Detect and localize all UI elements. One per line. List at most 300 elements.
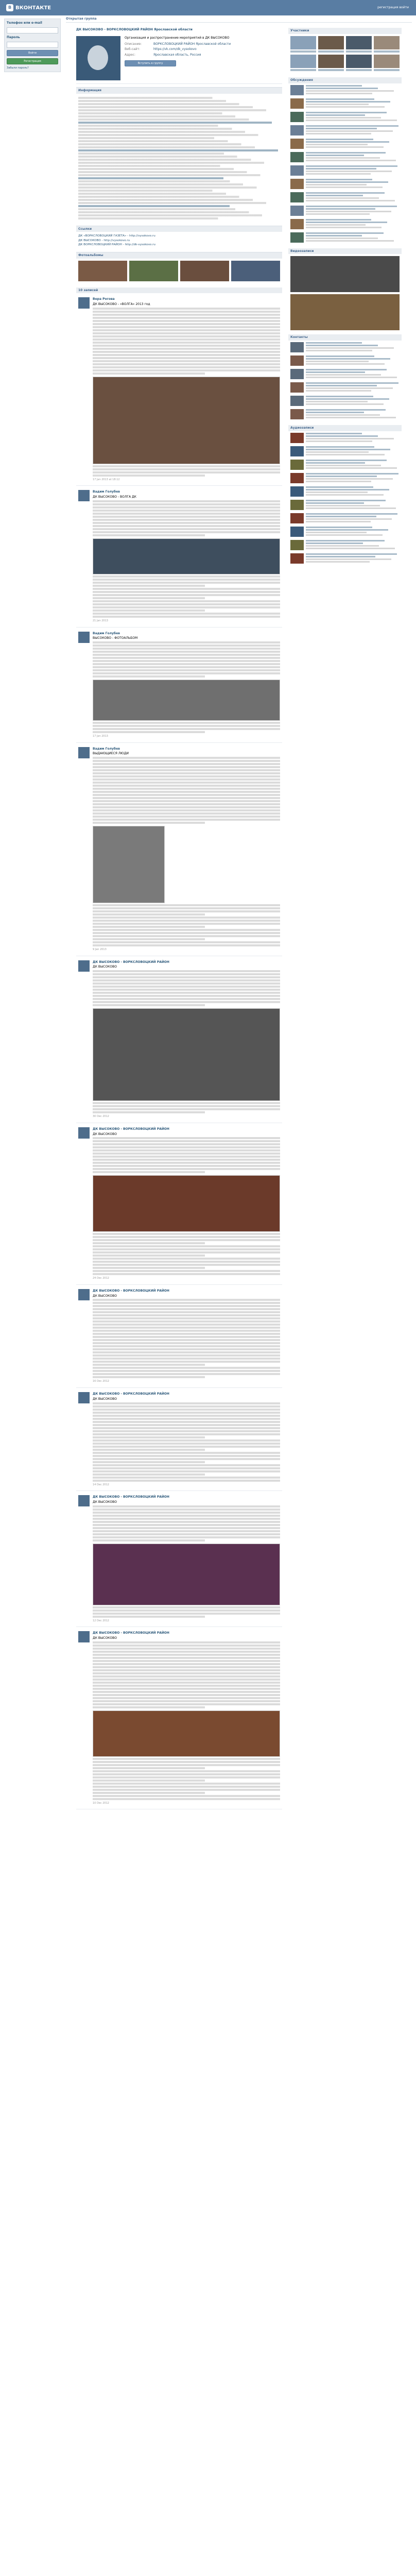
discussion-item[interactable] [288, 164, 402, 177]
post-text-line [93, 907, 280, 909]
audio-item[interactable] [288, 445, 402, 458]
group-name: ДК ВЫСОКОВО - ВОРКСЛОВОЦКИЙ РАЙОН Ярославской области [76, 28, 193, 31]
video-thumb[interactable] [290, 256, 400, 292]
discussion-item[interactable] [288, 191, 402, 204]
discussion-item-line [306, 90, 394, 92]
post-text-line [93, 1764, 280, 1766]
member-item[interactable] [374, 55, 400, 71]
post-date: 14 Dec 2012 [93, 1483, 109, 1486]
post-text-line [93, 1648, 280, 1650]
member-name [346, 50, 372, 53]
description-line [78, 177, 223, 179]
post-text-line [93, 1153, 280, 1155]
post-text-line [93, 1679, 280, 1681]
post-text-line [93, 675, 205, 677]
description-line [78, 196, 248, 198]
post-title: ДК ВЫСОКОВО [93, 1132, 117, 1136]
audio-item-text [306, 513, 400, 523]
audio-item-line [306, 532, 367, 533]
audio-item-line [306, 460, 387, 461]
description-line [78, 143, 250, 145]
post-text-line [93, 666, 280, 668]
post-author[interactable]: ДК ВЫСОКОВО - ВОРКСЛОВОЦКИЙ РАЙОН [93, 1289, 169, 1293]
post-text-line [93, 1333, 280, 1335]
side-column [288, 28, 402, 569]
description-line [78, 202, 276, 204]
post-text-line [93, 1430, 280, 1432]
member-item[interactable] [318, 55, 344, 71]
link-item[interactable]: ДК «ВОРКСЛОВОЦКИЙ ГАЗЕТА» - http://vysokovo.ru [78, 234, 155, 238]
post-text-line [93, 1415, 280, 1417]
post-author[interactable]: Вера Рогова [93, 297, 115, 301]
post-avatar[interactable] [78, 297, 90, 309]
contact-item-text [306, 382, 400, 393]
post-text-line [93, 1795, 280, 1797]
post-text-line [93, 932, 280, 934]
post-text-line [93, 1108, 280, 1110]
wall-posts [76, 293, 282, 1809]
post-avatar[interactable] [78, 1631, 90, 1642]
audio-item-line [306, 516, 376, 517]
audio-item-line [306, 518, 392, 520]
post-avatar[interactable] [78, 1289, 90, 1300]
discussion-item-line [306, 104, 369, 105]
audio-header: Аудиозаписи [288, 425, 402, 431]
post-title: ДК ВЫСОКОВО [93, 965, 117, 969]
member-name [374, 50, 400, 53]
description-line [78, 118, 258, 121]
post-text-line [93, 606, 280, 608]
post-text-line [93, 1364, 205, 1366]
member-photo [318, 36, 344, 49]
discussion-item-line [306, 173, 371, 175]
member-item[interactable] [290, 55, 316, 71]
discussion-item-text [306, 192, 400, 202]
audio-item-text [306, 500, 400, 510]
post-avatar[interactable] [78, 960, 90, 972]
post-image[interactable] [93, 680, 280, 721]
description-line [78, 187, 266, 189]
contact-item-text [306, 369, 400, 379]
discussion-item[interactable] [288, 97, 402, 110]
post-author[interactable]: ДК ВЫСОКОВО - ВОРКСЛОВОЦКИЙ РАЙОН [93, 1495, 169, 1499]
contact-item-thumb [290, 396, 304, 406]
post-text-line [93, 1518, 280, 1520]
contact-item-line [306, 390, 371, 392]
post-title: ДК ВЫСОКОВО - «ВОЛГА» 2013 год [93, 302, 150, 307]
post-text-line [93, 806, 280, 808]
discussion-item-text [306, 179, 400, 189]
post-text-line [93, 1527, 280, 1529]
audio-item-thumb [290, 553, 304, 564]
post-text-line [93, 1236, 280, 1238]
discussion-item[interactable] [288, 83, 402, 97]
post-text-line [93, 812, 280, 815]
discussion-item-line [306, 184, 367, 185]
info-value[interactable]: Ярославская область, Россия [153, 53, 201, 57]
post-text-line [93, 998, 280, 1000]
section-links: Ссылки [76, 226, 282, 232]
discussion-item[interactable] [288, 137, 402, 150]
post-text-line [93, 1324, 280, 1326]
post-text-line [93, 510, 280, 512]
contact-item[interactable] [288, 354, 402, 367]
post-text-line [93, 1641, 280, 1643]
post-text-line [93, 516, 280, 518]
audio-item-thumb [290, 446, 304, 456]
post-text-line [93, 1351, 280, 1353]
discussion-item-line [306, 240, 394, 242]
post-text-line [93, 1233, 280, 1235]
post-author[interactable]: Вадим Голубев [93, 747, 120, 751]
post-text-line [93, 797, 280, 799]
link-item[interactable]: ДК ВЫСОКОВО - http://vysokovo.ru [78, 239, 130, 242]
post-text-line [93, 1342, 280, 1344]
post-text-line [93, 1105, 280, 1107]
post-text-line [93, 669, 280, 671]
audio-item-line [306, 454, 385, 455]
join-button[interactable]: Вступить в группу [125, 60, 176, 66]
audio-item[interactable] [288, 525, 402, 538]
post-text-line [93, 1700, 280, 1702]
post-text-line [93, 329, 280, 331]
post-image[interactable] [93, 1544, 280, 1605]
member-photo [318, 55, 344, 68]
post-text-line [93, 989, 280, 991]
audio-item[interactable] [288, 431, 402, 445]
description-line [78, 183, 252, 185]
post-text-line [93, 308, 280, 310]
discussion-item-line [306, 224, 366, 226]
group-status: Организация и распространение мероприятий в ДК ВЫСОКОВО [125, 36, 230, 40]
audio-item-line [306, 556, 375, 557]
post-text-line [93, 1418, 280, 1420]
group-avatar[interactable] [76, 36, 120, 80]
discussion-item[interactable] [288, 124, 402, 137]
info-value[interactable]: ВОРКСЛОВОЦКИЙ РАЙОН Ярославской области [153, 42, 231, 46]
post-image[interactable] [93, 1008, 280, 1101]
member-name [346, 69, 372, 71]
discussion-item-text [306, 112, 400, 122]
post-avatar[interactable] [78, 1392, 90, 1403]
discussion-item[interactable] [288, 204, 402, 217]
post-image[interactable] [93, 826, 165, 903]
post-image[interactable] [93, 1175, 280, 1232]
post-avatar[interactable] [78, 747, 90, 758]
member-item[interactable] [318, 36, 344, 53]
post-text-line [93, 1773, 280, 1775]
info-key: Веб-сайт: [125, 47, 141, 52]
discussion-item-thumb [290, 139, 304, 149]
contact-item-line [306, 401, 368, 402]
member-photo [346, 36, 372, 49]
post-body [93, 960, 280, 1118]
post-text-line [93, 360, 280, 362]
discussion-item-line [306, 98, 374, 100]
post-text-line [93, 728, 280, 730]
post-text-line [93, 1327, 280, 1329]
description-line [78, 103, 248, 105]
contact-item-line [306, 385, 377, 386]
audio-item-thumb [290, 500, 304, 510]
post-avatar[interactable] [78, 490, 90, 501]
audio-item-line [306, 494, 384, 496]
contact-item[interactable] [288, 367, 402, 381]
post-text-line [93, 1786, 280, 1788]
post-text-line [93, 1308, 280, 1310]
discussion-item[interactable] [288, 231, 402, 244]
post-text-line [93, 468, 280, 470]
wall-post [76, 628, 282, 743]
password-field[interactable] [7, 42, 58, 48]
contact-item[interactable] [288, 381, 402, 394]
audio-item[interactable] [288, 471, 402, 485]
post-text-line [93, 1348, 280, 1350]
description-line [78, 199, 262, 201]
group-profile [76, 33, 282, 84]
audio-item-thumb [290, 540, 304, 550]
post-text-line [93, 725, 280, 727]
info-row [125, 47, 231, 52]
post-text-line [93, 531, 280, 533]
main-area [66, 15, 412, 1805]
post-avatar[interactable] [78, 1127, 90, 1139]
description-line [78, 190, 219, 192]
description-line [78, 140, 236, 142]
post-avatar[interactable] [78, 632, 90, 643]
post-text-line [93, 1251, 280, 1253]
description-line [78, 146, 264, 148]
post-text-line [93, 1140, 280, 1142]
post-text-line [93, 910, 280, 912]
post-text-line [93, 1767, 205, 1769]
contact-item-line [306, 350, 372, 351]
contact-item-line [306, 414, 380, 416]
audio-item[interactable] [288, 498, 402, 512]
member-item[interactable] [290, 36, 316, 53]
contact-item-line [306, 417, 396, 418]
post-text-line [93, 351, 280, 353]
discussion-item-thumb [290, 206, 304, 216]
audio-item-line [306, 440, 372, 442]
audio-item-text [306, 433, 400, 443]
link-item[interactable]: ДК ВОРКСЛОВОЦКИЙ РАЙОН - http://dk-vysokovo.ru [78, 243, 155, 246]
contact-item[interactable] [288, 408, 402, 421]
post-text-line [93, 1402, 280, 1404]
post-image[interactable] [93, 538, 280, 574]
post-text-line [93, 1691, 280, 1693]
post-text-line [93, 1156, 280, 1158]
photo-thumb[interactable] [231, 261, 280, 281]
group-info [125, 36, 231, 80]
info-row [125, 53, 231, 57]
photo-thumb[interactable] [180, 261, 229, 281]
post-text-line [93, 1354, 280, 1357]
discussion-item-line [306, 93, 372, 94]
post-body [93, 1289, 280, 1383]
discussion-item[interactable] [288, 177, 402, 191]
contact-item[interactable] [288, 394, 402, 408]
post-text-line [93, 1436, 205, 1438]
post-text-line [93, 1505, 280, 1507]
discussion-item[interactable] [288, 110, 402, 124]
contact-item-line [306, 342, 362, 344]
vk-logo[interactable] [6, 4, 51, 11]
audio-item[interactable] [288, 538, 402, 552]
post-body [93, 297, 280, 481]
videos-header: Видеозаписи [288, 248, 402, 255]
post-text-line [93, 920, 280, 922]
post-text-line [93, 335, 280, 337]
login-box [4, 19, 61, 72]
post-text-line [93, 778, 280, 781]
discussion-item-line [306, 213, 370, 215]
post-text-line [93, 603, 280, 605]
post-text-line [93, 506, 280, 509]
post-text-line [93, 311, 280, 313]
post-image[interactable] [93, 377, 280, 464]
audio-item[interactable] [288, 512, 402, 525]
description-text [76, 94, 282, 223]
post-body [93, 1392, 280, 1486]
post-title: ДК ВЫСОКОВО [93, 1294, 117, 1298]
post-author[interactable]: Вадим Голубев [93, 631, 120, 635]
post-text-line [93, 369, 280, 371]
post-author[interactable]: ДК ВЫСОКОВО - ВОРКСЛОВОЦКИЙ РАЙОН [93, 1631, 169, 1635]
post-text-line [93, 1255, 205, 1257]
discussion-item[interactable] [288, 150, 402, 164]
post-text-line [93, 1473, 205, 1476]
header-links[interactable]: регистрация войти [377, 6, 409, 9]
post-text-line [93, 1470, 280, 1472]
post-text-line [93, 1336, 280, 1338]
post-text-line [93, 1675, 280, 1677]
contact-item-line [306, 374, 381, 376]
post-text-line [93, 1424, 280, 1426]
post-text-line [93, 1330, 280, 1332]
post-author[interactable]: ДК ВЫСОКОВО - ВОРКСЛОВОЦКИЙ РАЙОН [93, 960, 169, 964]
email-field[interactable] [7, 27, 58, 33]
photo-thumb[interactable] [129, 261, 178, 281]
audio-item-line [306, 561, 370, 563]
post-text-line [93, 923, 280, 925]
post-text-line [93, 1761, 280, 1763]
post-text-line [93, 1305, 280, 1307]
audio-item-line [306, 481, 371, 482]
post-title: ДК ВЫСОКОВО [93, 1500, 117, 1504]
post-text-line [93, 986, 280, 988]
audio-item-line [306, 521, 371, 522]
post-text-line [93, 357, 280, 359]
login-button[interactable]: Войти [7, 50, 58, 56]
contact-item-text [306, 342, 400, 352]
member-item[interactable] [374, 36, 400, 53]
discussion-item-thumb [290, 98, 304, 109]
post-body [93, 1495, 280, 1622]
discussion-item-thumb [290, 232, 304, 243]
description-line [78, 131, 254, 133]
forgot-link[interactable]: Забыли пароль? [7, 66, 29, 70]
post-text-line [93, 785, 280, 787]
post-text-line [93, 1480, 280, 1482]
audio-item-line [306, 527, 372, 528]
post-text-line [93, 1770, 280, 1772]
post-text-line [93, 1688, 280, 1690]
audio-item-line [306, 478, 393, 480]
audio-item-text [306, 473, 400, 483]
post-author[interactable]: ДК ВЫСОКОВО - ВОРКСЛОВОЦКИЙ РАЙОН [93, 1392, 169, 1396]
discussion-item-line [306, 208, 375, 210]
video-thumb[interactable] [290, 294, 400, 330]
discussion-item-line [306, 171, 392, 172]
post-text-line [93, 1376, 205, 1378]
post-text-line [93, 1405, 280, 1408]
post-text-line [93, 1509, 280, 1511]
post-text-line [93, 788, 280, 790]
member-item[interactable] [346, 55, 372, 71]
contact-item-line [306, 358, 390, 360]
post-text-line [93, 935, 280, 937]
post-author[interactable]: Вадим Голубев [93, 490, 120, 494]
description-line [78, 149, 278, 151]
audio-item[interactable] [288, 485, 402, 498]
discussion-item-line [306, 181, 388, 183]
description-line [78, 97, 219, 99]
post-text-line [93, 766, 280, 768]
contact-item-line [306, 363, 385, 365]
post-image[interactable] [93, 1710, 280, 1757]
photo-thumb[interactable] [78, 261, 127, 281]
wall-post [76, 1285, 282, 1388]
post-text-line [93, 1149, 280, 1151]
post-text-line [93, 1512, 280, 1514]
post-text-line [93, 1706, 205, 1708]
wall-post [76, 743, 282, 956]
discussion-item-text [306, 206, 400, 216]
discussion-item-line [306, 200, 395, 201]
info-key: Адрес: [125, 53, 136, 57]
description-line [78, 122, 272, 124]
post-text-line [93, 1001, 280, 1003]
post-text-line [93, 1345, 280, 1347]
description-line [78, 125, 226, 127]
post-author[interactable]: ДК ВЫСОКОВО - ВОРКСЛОВОЦКИЙ РАЙОН [93, 1127, 169, 1131]
post-text-line [93, 471, 280, 473]
register-button[interactable]: Регистрация [7, 58, 58, 64]
post-text-line [93, 641, 280, 643]
discussion-item[interactable] [288, 217, 402, 231]
description-line [78, 180, 238, 182]
contact-item[interactable] [288, 341, 402, 354]
post-text-line [93, 1792, 205, 1794]
audio-item-line [306, 502, 364, 504]
audio-item[interactable] [288, 458, 402, 471]
discussion-item-line [306, 206, 397, 207]
post-text-line [93, 982, 280, 985]
discussion-item-line [306, 165, 397, 167]
info-value[interactable]: https://vk.com/dk_vysokovo [153, 47, 197, 52]
post-text-line [93, 660, 280, 662]
post-avatar[interactable] [78, 1495, 90, 1506]
discussion-item-line [306, 112, 387, 113]
post-text-line [93, 803, 280, 805]
member-item[interactable] [346, 36, 372, 53]
post-title: ВЫСОКОВО - ФОТОАЛЬБОМ [93, 636, 138, 640]
audio-item-line [306, 446, 374, 448]
audio-item[interactable] [288, 552, 402, 565]
discussion-item-line [306, 192, 385, 194]
discussion-item-thumb [290, 179, 304, 189]
